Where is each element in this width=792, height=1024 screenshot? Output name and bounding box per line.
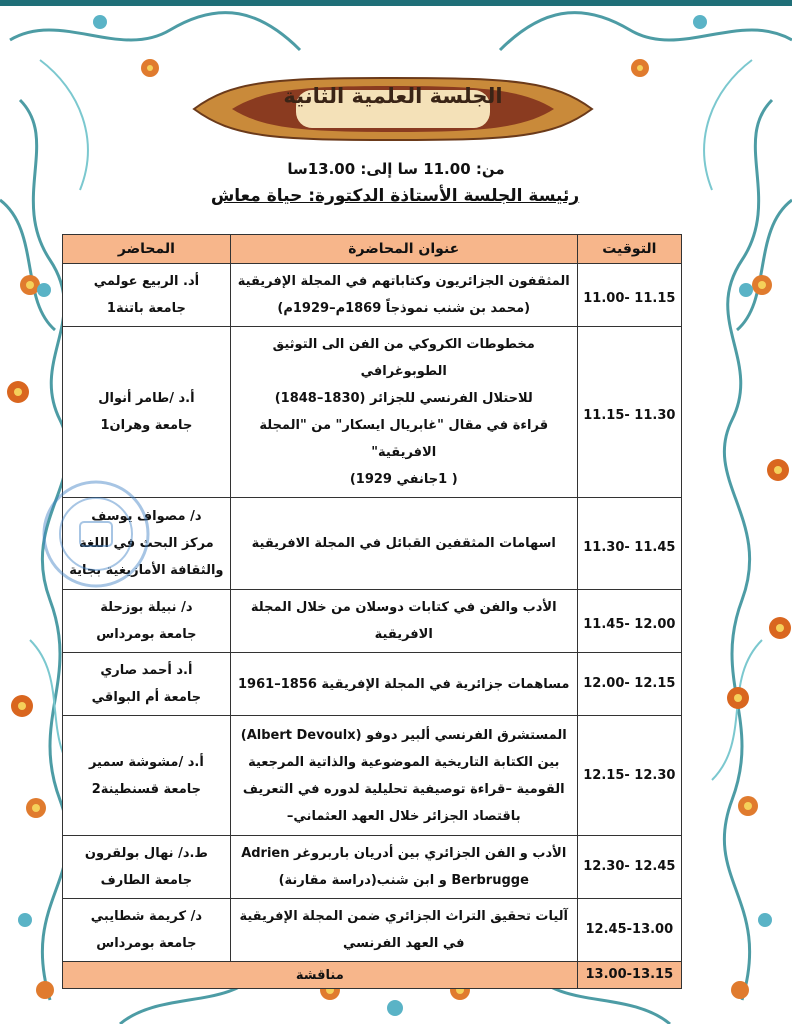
title-line: باقتصاد الجزائر خلال العهد العثماني– bbox=[286, 808, 521, 824]
title-line: (محمد بن شنب نموذجاً 1869م–1929م) bbox=[277, 301, 531, 316]
title-line: القومية –قراءة توصيفية تحليلية لدوره في التعريف bbox=[242, 781, 565, 797]
row-title bbox=[230, 899, 577, 962]
table-row bbox=[63, 653, 682, 716]
table-row bbox=[63, 899, 682, 962]
lecturer-name: أد. الربيع عولمي bbox=[93, 274, 200, 289]
discussion-row bbox=[63, 962, 682, 989]
header-lecturer: المحاضر bbox=[63, 235, 231, 264]
row-lecturer bbox=[63, 716, 231, 836]
title-line: للاحتلال الفرنسي للجزائر (1830–1848) bbox=[274, 391, 533, 406]
row-lecturer bbox=[63, 590, 231, 653]
lecturer-affiliation: مركز البحث في اللغة bbox=[79, 536, 214, 551]
table-row bbox=[63, 498, 682, 590]
table-row bbox=[63, 836, 682, 899]
lecturer-affiliation: جامعة أم البواقي bbox=[91, 690, 202, 705]
lecturer-affiliation: جامعة وهران1 bbox=[100, 418, 193, 433]
row-time: 11.30- 11.45 bbox=[577, 498, 681, 590]
row-title bbox=[230, 264, 577, 327]
row-lecturer bbox=[63, 327, 231, 498]
table-header-row bbox=[63, 235, 682, 264]
time-mid: سا إلى: bbox=[355, 160, 424, 178]
title-line: ( 1جانفي 1929) bbox=[349, 472, 458, 487]
institution-stamp bbox=[40, 478, 152, 590]
row-title bbox=[230, 836, 577, 899]
row-time: 12.45-13.00 bbox=[577, 899, 681, 962]
schedule-table bbox=[62, 234, 682, 989]
header-time: التوقيت bbox=[577, 235, 681, 264]
title-line: الأدب والفن في كتابات دوسلان من خلال المجلة الافريقية bbox=[250, 600, 557, 642]
table-row bbox=[63, 590, 682, 653]
title-line: الأدب و الفن الجزائري بين أدريان باربروغر Adrien bbox=[241, 846, 567, 861]
lecturer-name: ط.د/ نهال بولقرون bbox=[84, 846, 208, 861]
lecturer-affiliation: جامعة بومرداس bbox=[96, 627, 197, 642]
session-chair: رئيسة الجلسة الأستاذة الدكتورة: حياة معاش bbox=[210, 186, 580, 206]
row-lecturer bbox=[63, 653, 231, 716]
row-title bbox=[230, 327, 577, 498]
row-time: 12.30- 12.45 bbox=[577, 836, 681, 899]
row-lecturer bbox=[63, 836, 231, 899]
session-time bbox=[0, 160, 792, 178]
lecturer-name: د/ نبيلة بوزحلة bbox=[100, 600, 193, 615]
time-suffix: سا bbox=[287, 160, 308, 178]
title-line: مخطوطات الكروكي من الفن الى التوثيق الطوبوغرافي bbox=[272, 337, 535, 379]
row-lecturer bbox=[63, 899, 231, 962]
title-line: المستشرق الفرنسي ألبير دوفو (Albert Devoulx) bbox=[240, 727, 567, 743]
title-line: Berbrugge و ابن شنب(دراسة مقارنة) bbox=[278, 873, 529, 888]
discussion-label: مناقشة bbox=[63, 962, 578, 989]
lecturer-name: أ.د /مشوشة سمير bbox=[88, 754, 204, 770]
row-time: 12.00- 12.15 bbox=[577, 653, 681, 716]
time-start: 11.00 bbox=[423, 160, 471, 178]
table-row bbox=[63, 264, 682, 327]
lecturer-affiliation: والثقافة الأمازيغية بجاية bbox=[69, 563, 224, 578]
title-line: في العهد الفرنسي bbox=[342, 936, 465, 951]
row-title bbox=[230, 590, 577, 653]
row-time: 12.15- 12.30 bbox=[577, 716, 681, 836]
row-title bbox=[230, 498, 577, 590]
lecturer-affiliation: جامعة بومرداس bbox=[96, 936, 197, 951]
title-line: اسهامات المثقفين القبائل في المجلة الافريقية bbox=[251, 536, 556, 551]
row-title bbox=[230, 716, 577, 836]
lecturer-name: أ.د أحمد صاري bbox=[100, 663, 193, 678]
discussion-time: 13.00-13.15 bbox=[577, 962, 681, 989]
lecturer-affiliation: جامعة باتنة1 bbox=[106, 301, 186, 316]
time-end: 13.00 bbox=[307, 160, 356, 178]
row-lecturer bbox=[63, 264, 231, 327]
page-title: الجلسة العلمية الثانية bbox=[283, 84, 503, 108]
time-prefix: من: bbox=[470, 160, 505, 178]
lecturer-name: د/ مصواف يوسف bbox=[91, 509, 202, 524]
table-row bbox=[63, 716, 682, 836]
title-line: بين الكتابة التاريخية الموضوعية والذاتية المرجعية bbox=[248, 754, 560, 770]
lecturer-affiliation: جامعة الطارف bbox=[100, 873, 193, 888]
title-line: مساهمات جزائرية في المجلة الإفريقية 1856–1961 bbox=[238, 676, 570, 692]
header-title: عنوان المحاضرة bbox=[230, 235, 577, 264]
title-line: قراءة في مقال "غابريال ايسكار" من "المجلة الافريقية" bbox=[259, 418, 549, 460]
lecturer-name: د/ كريمة شطايبي bbox=[90, 909, 203, 924]
row-time: 11.15- 11.30 bbox=[577, 327, 681, 498]
lecturer-affiliation: جامعة قسنطينة2 bbox=[91, 781, 202, 797]
table-row bbox=[63, 327, 682, 498]
lecturer-name: أ.د /طامر أنوال bbox=[98, 391, 195, 406]
row-title bbox=[230, 653, 577, 716]
title-line: آليات تحقيق التراث الجزائري ضمن المجلة الإفريقية bbox=[239, 909, 568, 924]
title-line: المثقفون الجزائريون وكتاباتهم في المجلة الإفريقية bbox=[237, 274, 570, 289]
row-time: 11.00- 11.15 bbox=[577, 264, 681, 327]
row-time: 11.45- 12.00 bbox=[577, 590, 681, 653]
